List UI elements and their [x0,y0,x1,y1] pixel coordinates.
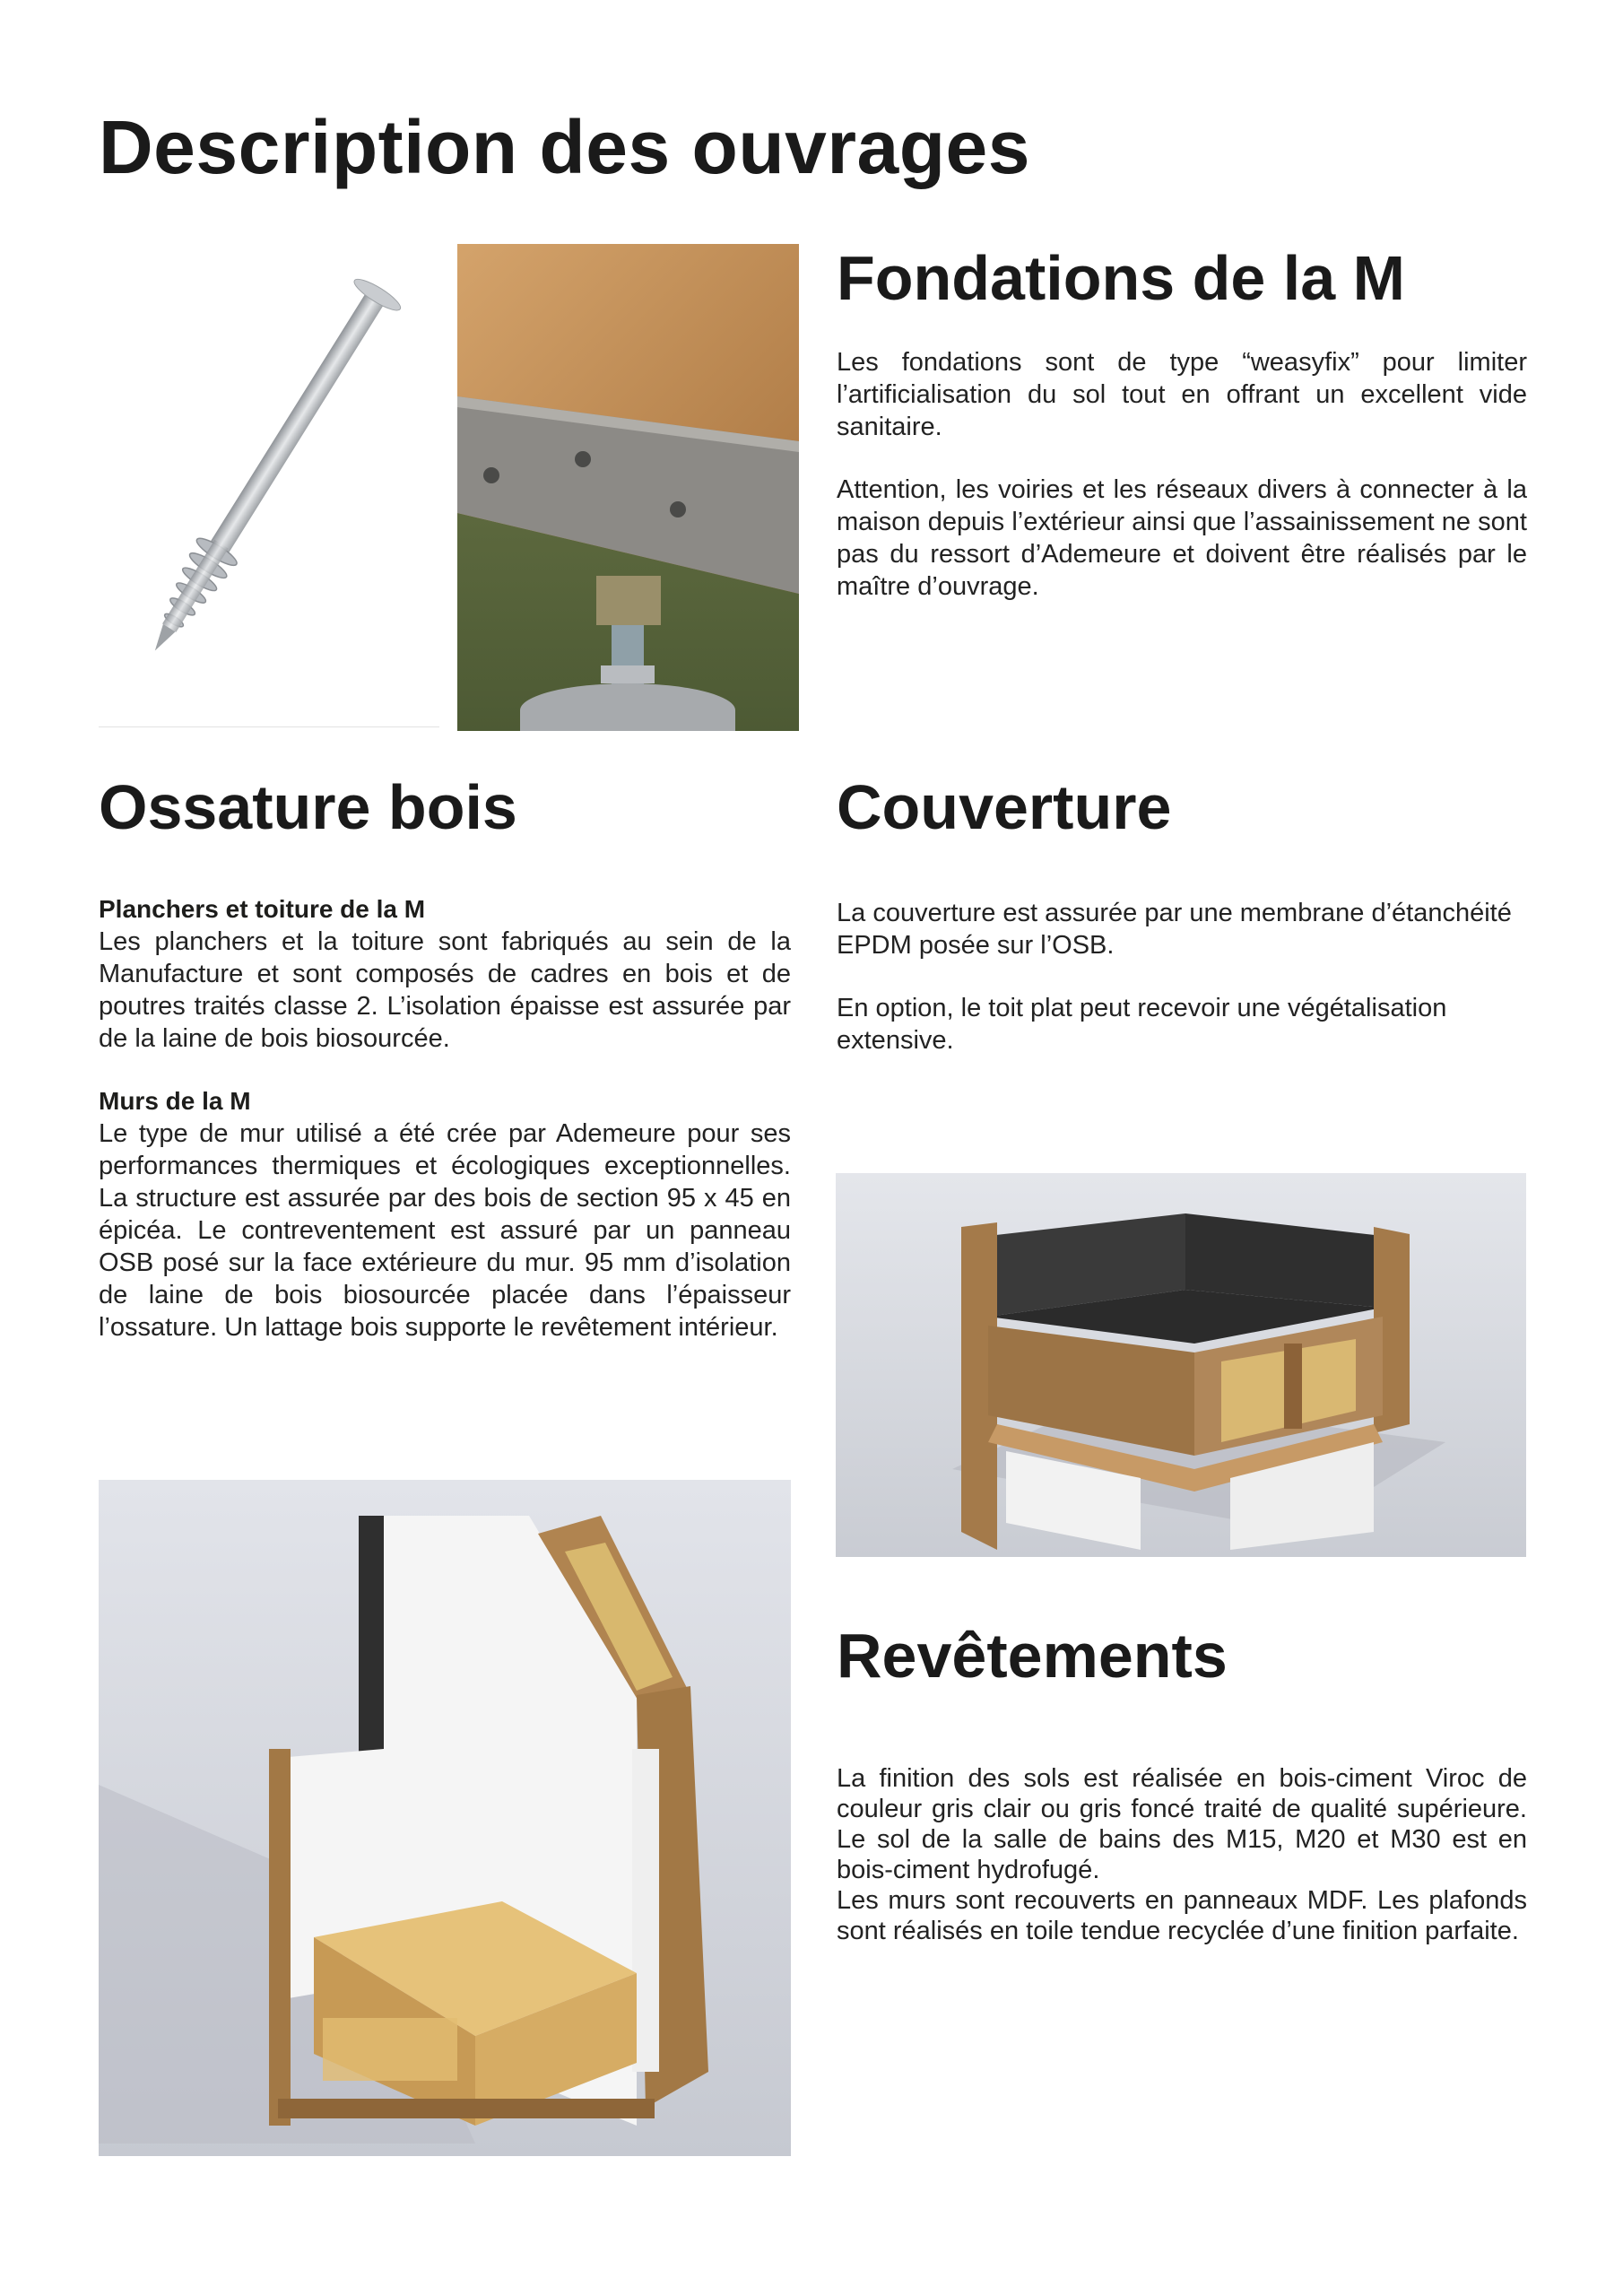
murs-paragraph: Le type de mur utilisé a été crée par Ademeure pour ses performances thermiques et écologiques exceptionnelles. La structure est assurée par des bois de section 95 x 45 en épicéa. Le contreventement est assuré par un panneau OSB posé sur la face extérieure du mur. 95 mm d’isolation de laine de bois biosourcée placée dans l’épaisseur l’ossature. Un lattage bois supporte le revêtement intérieur. [99,1119,791,1342]
revetements-paragraph-2: Les murs sont recouverts en panneaux MDF. Les plafonds sont réalisés en toile tendue recyclée d’une finition parfaite. [837,1886,1527,1945]
ground-screw-image [99,244,439,692]
couverture-text [837,897,1527,1057]
revetements-heading: Revêtements [837,1621,1228,1691]
planchers-subheading: Planchers et toiture de la M [99,895,426,923]
fondations-heading: Fondations de la M [837,243,1405,313]
divider-line [99,726,439,727]
couverture-heading: Couverture [837,772,1172,842]
fondations-paragraph-2: Attention, les voiries et les réseaux divers à connecter à la maison depuis l’extérieur ainsi que l’assainissement ne sont pas du ressort d’Ademeure et doivent être réalisés par le maître d’ouvrage. [837,475,1527,601]
ossature-heading: Ossature bois [99,772,517,842]
ossature-text [99,893,791,1344]
ground-screw-illustration [99,244,439,692]
foundation-photo-illustration [457,244,799,731]
roof-section-render [836,1173,1526,1557]
murs-subheading: Murs de la M [99,1087,251,1115]
foundation-photo [457,244,799,731]
fondations-text [837,346,1527,603]
wall-section-render [99,1480,791,2156]
revetements-text [837,1763,1527,1946]
page-title: Description des ouvrages [99,105,1030,189]
planchers-paragraph: Les planchers et la toiture sont fabriqués au sein de la Manufacture et sont composés de cadres en bois et de poutres traités classe 2. L’isolation épaisse est assurée par de la laine de bois biosourcée. [99,927,791,1053]
roof-section-illustration [836,1173,1526,1557]
wall-section-illustration [99,1480,791,2156]
fondations-paragraph-1: Les fondations sont de type “weasyfix” pour limiter l’artificialisation du sol tout en offrant un excellent vide sanitaire. [837,348,1527,441]
couverture-paragraph-2: En option, le toit plat peut recevoir une végétalisation extensive. [837,994,1447,1055]
revetements-paragraph-1: La finition des sols est réalisée en bois-ciment Viroc de couleur gris clair ou gris foncé traité de qualité supérieure. Le sol de la salle de bains des M15, M20 et M30 est en bois-ciment hydrofugé. [837,1764,1527,1884]
couverture-paragraph-1: La couverture est assurée par une membrane d’étanchéité EPDM posée sur l’OSB. [837,899,1512,960]
